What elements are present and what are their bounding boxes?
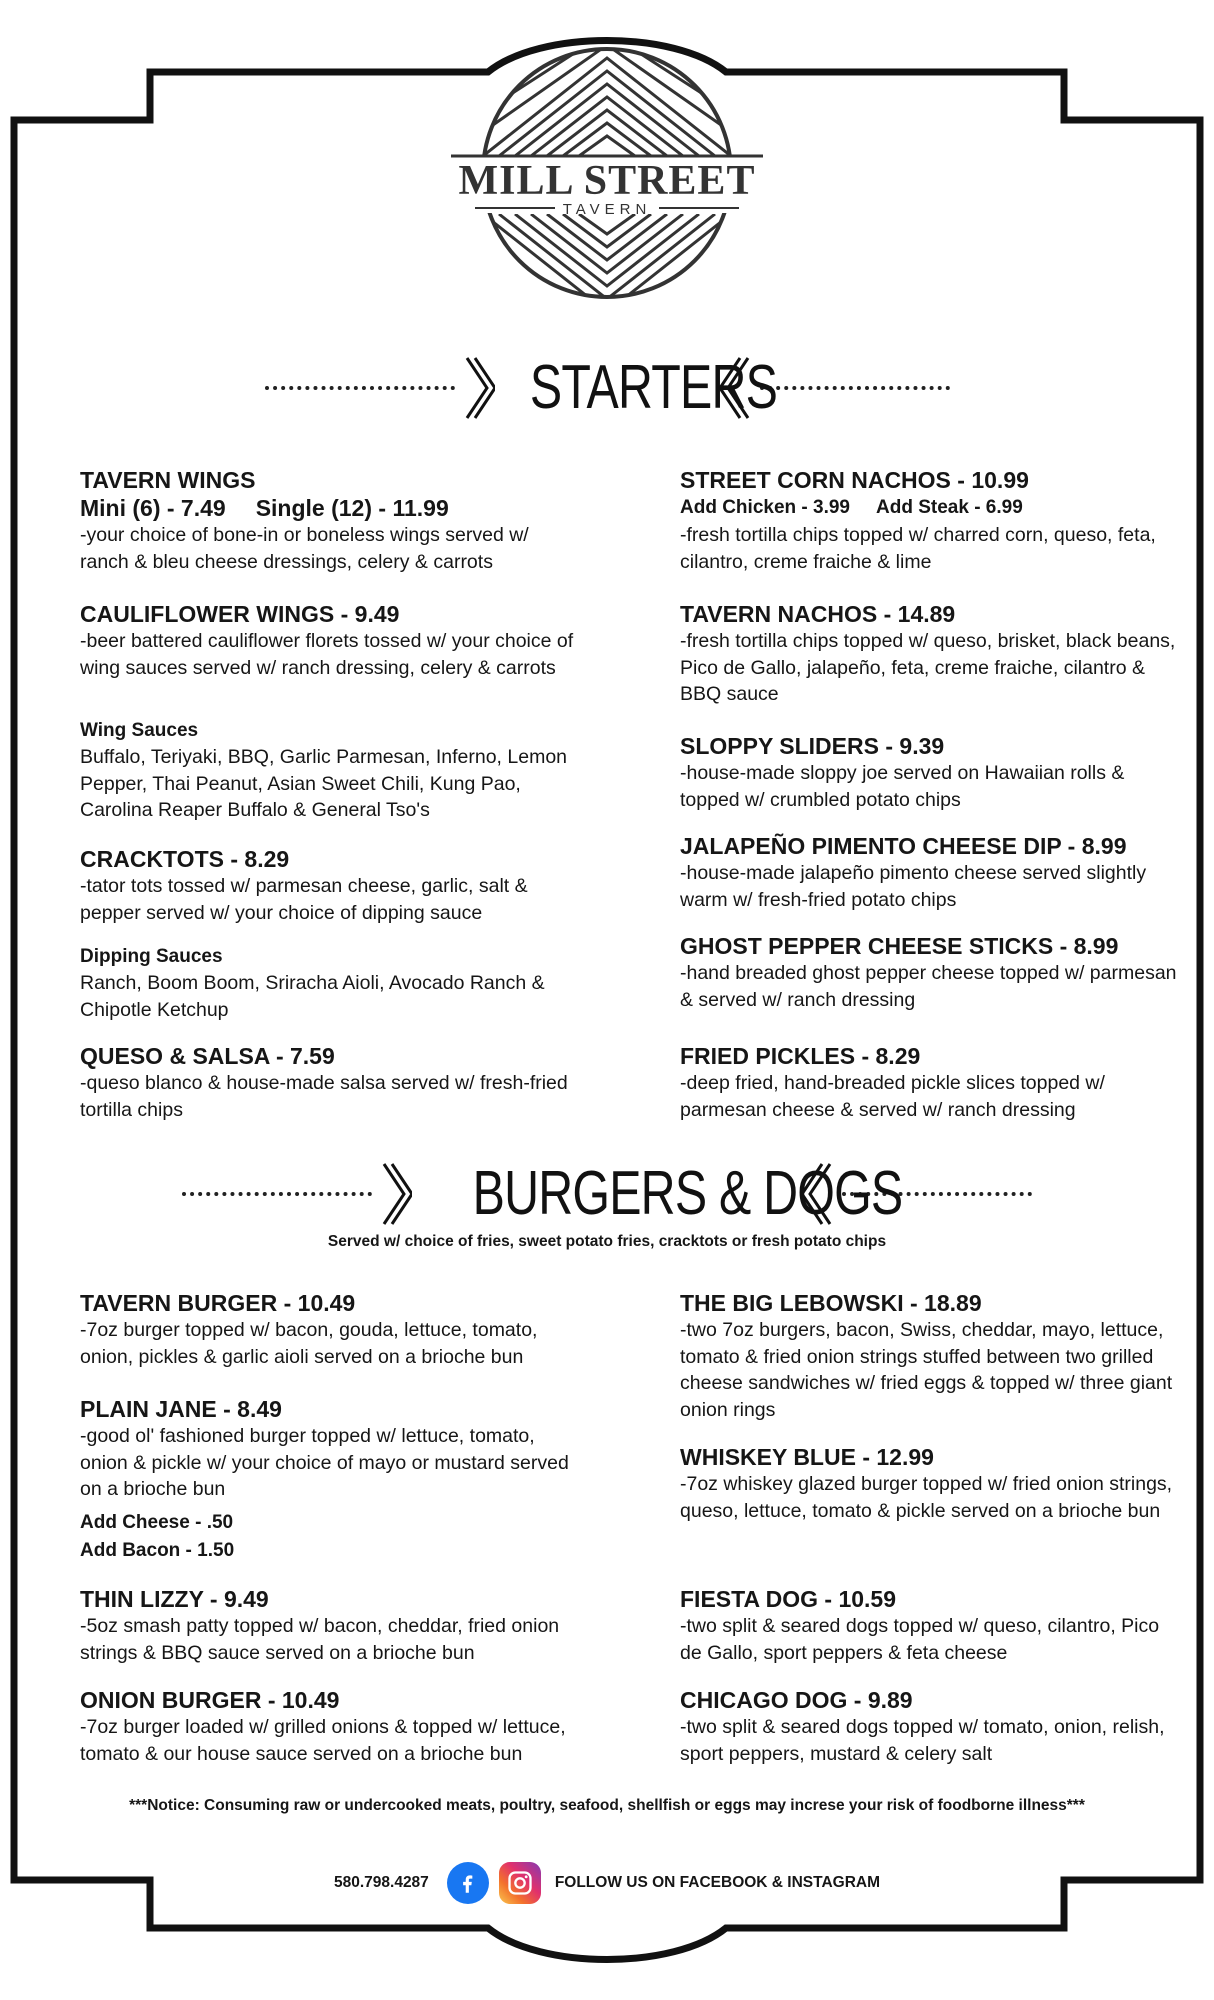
item-description: -7oz burger topped w/ bacon, gouda, lettuce, tomato, onion, pickles & garlic aioli served on a brioche bun: [80, 1319, 538, 1368]
item-name: JALAPEÑO PIMENTO CHEESE DIP - 8.99: [680, 833, 1127, 859]
menu-item: [680, 732, 1180, 813]
item-name: QUESO & SALSA - 7.59: [80, 1043, 335, 1069]
chevron-right-icon: [463, 356, 495, 420]
dotted-rule: [760, 386, 950, 390]
burgers-header: [0, 1158, 1214, 1230]
menu-item: [680, 1443, 1180, 1524]
item-description: -house-made sloppy joe served on Hawaiian rolls & topped w/ crumbled potato chips: [680, 762, 1125, 811]
menu-item: [680, 466, 1180, 575]
item-name: CRACKTOTS - 8.29: [80, 846, 290, 872]
chevron-right-icon: [380, 1162, 412, 1226]
addon-option: Add Steak - 6.99: [876, 497, 1023, 518]
section-title-starters: STARTERS: [529, 353, 777, 422]
item-description: -beer battered cauliflower florets tossed w/ your choice of wing sauces served w/ ranch dressing, celery & carrots: [80, 630, 574, 679]
item-description: -tator tots tossed w/ parmesan cheese, garlic, salt & pepper served w/ your choice of dipping sauce: [80, 875, 528, 924]
item-description: -hand breaded ghost pepper cheese topped w/ parmesan & served w/ ranch dressing: [680, 962, 1177, 1011]
menu-item: [80, 1289, 580, 1370]
item-name: SLOPPY SLIDERS - 9.39: [680, 733, 945, 759]
item-name: PLAIN JANE - 8.49: [80, 1396, 282, 1422]
item-description: -house-made jalapeño pimento cheese served slightly warm w/ fresh-fried potato chips: [680, 862, 1147, 911]
menu-item: [80, 466, 580, 575]
footer: [0, 1862, 1214, 1904]
menu-item: [680, 600, 1180, 708]
menu-item: [680, 832, 1180, 913]
menu-item: [80, 600, 580, 681]
item-name: ONION BURGER - 10.49: [80, 1687, 340, 1713]
item-description: -two 7oz burgers, bacon, Swiss, cheddar, mayo, lettuce, tomato & fried onion strings stuffed between two grilled cheese sandwiches w/ fried eggs & topped w/ three giant onion rings: [680, 1319, 1173, 1421]
menu-item: [680, 1686, 1180, 1767]
item-name: GHOST PEPPER CHEESE STICKS - 8.99: [680, 933, 1119, 959]
sauce-list: [80, 718, 580, 824]
item-extra: Add Cheese - .50: [80, 1511, 234, 1533]
item-extra: Add Bacon - 1.50: [80, 1539, 235, 1561]
item-sizes: [80, 494, 580, 522]
instagram-icon[interactable]: [499, 1862, 541, 1904]
item-name: CHICAGO DOG - 9.89: [680, 1687, 913, 1713]
section-subtitle: Served w/ choice of fries, sweet potato fries, cracktots or fresh potato chips: [327, 1233, 887, 1250]
item-description: -fresh tortilla chips topped w/ charred corn, queso, feta, cilantro, creme fraiche & lime: [680, 524, 1156, 573]
sauce-options: Ranch, Boom Boom, Sriracha Aioli, Avocado Ranch & Chipotle Ketchup: [80, 972, 545, 1021]
menu-item: [80, 1042, 580, 1123]
menu-item: [80, 1395, 580, 1565]
sauce-heading: Wing Sauces: [80, 720, 199, 741]
item-description: -7oz whiskey glazed burger topped w/ fried onion strings, queso, lettuce, tomato & pickle served on a brioche bun: [680, 1473, 1173, 1522]
item-description: -queso blanco & house-made salsa served w/ fresh-fried tortilla chips: [80, 1072, 568, 1121]
item-description: -your choice of bone-in or boneless wings served w/ ranch & bleu cheese dressings, celery & carrots: [80, 524, 529, 573]
item-description: -two split & seared dogs topped w/ queso, cilantro, Pico de Gallo, sport peppers & feta cheese: [680, 1615, 1160, 1664]
item-name: FIESTA DOG - 10.59: [680, 1586, 896, 1612]
item-addons: [680, 494, 1180, 522]
item-name: TAVERN WINGS: [80, 467, 256, 493]
sauce-list: [80, 944, 580, 1023]
menu-item: [80, 845, 580, 926]
logo-name: MILL STREET: [458, 158, 756, 204]
section-title-burgers: BURGERS & DOGS: [472, 1159, 903, 1228]
follow-us-text: FOLLOW US ON FACEBOOK & INSTAGRAM: [554, 1874, 881, 1891]
starters-header: [0, 352, 1214, 424]
item-name: WHISKEY BLUE - 12.99: [680, 1444, 934, 1470]
size-option: Mini (6) - 7.49: [80, 495, 226, 521]
item-name: STREET CORN NACHOS - 10.99: [680, 467, 1029, 493]
menu-item: [80, 1686, 580, 1767]
item-name: FRIED PICKLES - 8.29: [680, 1043, 921, 1069]
addon-option: Add Chicken - 3.99: [680, 497, 850, 518]
item-name: TAVERN BURGER - 10.49: [80, 1290, 356, 1316]
item-description: -deep fried, hand-breaded pickle slices topped w/ parmesan cheese & served w/ ranch dressing: [680, 1072, 1105, 1121]
item-name: THIN LIZZY - 9.49: [80, 1586, 269, 1612]
menu-item: [80, 1585, 580, 1666]
item-description: -5oz smash patty topped w/ bacon, cheddar, fried onion strings & BBQ sauce served on a brioche bun: [80, 1615, 560, 1664]
menu-item: [680, 932, 1180, 1013]
mill-street-tavern-logo: [443, 28, 771, 310]
phone-number[interactable]: 580.798.4287: [333, 1874, 429, 1891]
item-description: -two split & seared dogs topped w/ tomato, onion, relish, sport peppers, mustard & celery salt: [680, 1716, 1165, 1765]
sauce-options: Buffalo, Teriyaki, BBQ, Garlic Parmesan, Inferno, Lemon Pepper, Thai Peanut, Asian Sweet Chili, Kung Pao, Carolina Reaper Buffalo & General Tso's: [80, 746, 568, 821]
size-option: Single (12) - 11.99: [255, 495, 449, 521]
item-description: -fresh tortilla chips topped w/ queso, brisket, black beans, Pico de Gallo, jalapeño, feta, creme fraiche, cilantro & BBQ sauce: [680, 630, 1176, 705]
item-description: -7oz burger loaded w/ grilled onions & topped w/ lettuce, tomato & our house sauce served on a brioche bun: [80, 1716, 566, 1765]
item-description: -good ol' fashioned burger topped w/ lettuce, tomato, onion & pickle w/ your choice of mayo or mustard served on a brioche bun: [80, 1425, 569, 1500]
menu-item: [680, 1585, 1180, 1666]
menu-item: [680, 1289, 1180, 1423]
item-name: TAVERN NACHOS - 14.89: [680, 601, 956, 627]
menu-item: [680, 1042, 1180, 1123]
food-safety-notice: ***Notice: Consuming raw or undercooked meats, poultry, seafood, shellfish or eggs may increse your risk of foodborne illness***: [129, 1797, 1085, 1814]
logo-subname: TAVERN: [562, 201, 652, 218]
item-name: THE BIG LEBOWSKI - 18.89: [680, 1290, 982, 1316]
sauce-heading: Dipping Sauces: [80, 946, 223, 967]
dotted-rule: [182, 1192, 372, 1196]
item-name: CAULIFLOWER WINGS - 9.49: [80, 601, 400, 627]
facebook-icon[interactable]: [447, 1862, 489, 1904]
dotted-rule: [265, 386, 455, 390]
